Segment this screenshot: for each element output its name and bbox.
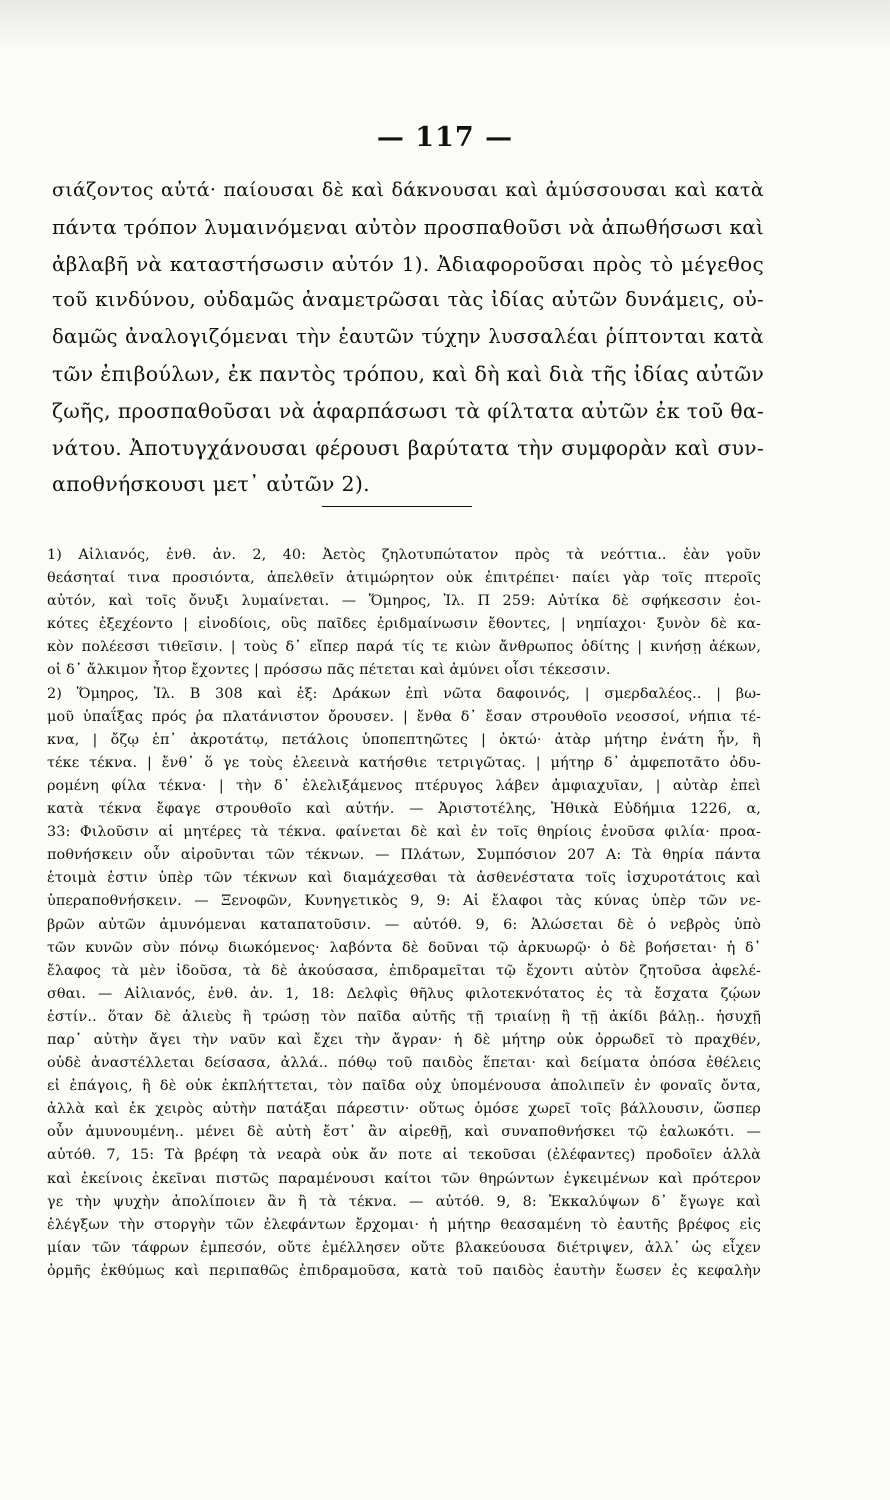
footnote-line: τῶν κυνῶν σὺν πόνῳ διωκόμενος· λαβόντα δὲ δοῦναι τῷ ἀρκυωρῷ· ὁ δὲ βοήσεται· ἡ δ᾽	[47, 939, 761, 956]
main-text	[52, 172, 764, 503]
footnote-line: σθαι. — Αἰλιανός, ἐνθ. ἀν. 1, 18: Δελφὶς θῆλυς φιλοτεκνότατος ἐς τὰ ἔσχατα ζῴων	[47, 985, 761, 1002]
footnote-line: ἐστίν.. ὅταν δὲ ἁλιεὺς ἢ τρώσῃ τὸν παῖδα αὐτῆς τῇ τριαίνῃ ἢ τῇ ἀκίδι βάλῃ.. ἡσυχῇ	[47, 1008, 761, 1025]
footnote-line: καὶ ἐκείνοις ἐκεῖναι πιστῶς παραμένουσι καίτοι τῶν θηρώντων ἐγκειμένων καὶ πρότερον	[47, 1170, 761, 1187]
main-text-line: τῶν ἐπιβούλων, ἐκ παντὸς τρόπου, καὶ δὴ καὶ διὰ τῆς ἰδίας αὐτῶν	[52, 361, 765, 386]
footnote-line: 33: Φιλοῦσιν αἱ μητέρες τὰ τέκνα. φαίνεται δὲ καὶ ἐν τοῖς θηρίοις ἐνοῦσα φιλία· προα-	[47, 824, 761, 841]
footnote-line: ποθνήσκειν οὖν αἱροῦνται τῶν τέκνων. — Πλάτων, Συμπόσιον 207 Α: Τὰ θηρία πάντα	[47, 847, 761, 864]
footnote-line: ἐλέγξων τὴν στοργὴν τῶν ἐλεφάντων ἔρχομαι· ἡ μήτηρ θεασαμένη τὸ ἑαυτῆς βρέφος εἰς	[47, 1216, 761, 1233]
footnote-line: θεάσηταί τινα προσιόντα, ἀπελθεῖν ἀτιμώρητον οὐκ ἐπιτρέπει· παίει γὰρ τοῖς πτεροῖς	[47, 570, 761, 587]
main-text-line: ἀβλαβῆ νὰ καταστήσωσιν αὐτόν 1). Ἀδιαφοροῦσαι πρὸς τὸ μέγεθος	[52, 251, 764, 276]
footnotes	[47, 544, 761, 1283]
footnote-line: βρῶν αὐτῶν ἀμυνόμεναι καταπατοῦσιν. — αὐτόθ. 9, 6: Ἁλώσεται δὲ ὁ νεβρὸς ὑπὸ	[47, 916, 761, 933]
main-text-line: νάτου. Ἀποτυγχάνουσαι φέρουσι βαρύτατα τὴν συμφορὰν καὶ συν-	[52, 435, 764, 460]
footnote-line: παρ᾽ αὐτὴν ἄγει τὴν ναῦν καὶ ἔχει τὴν ἄγραν· ἡ δὲ μήτηρ οὐκ ὀρρωδεῖ τὸ πραχθέν,	[47, 1031, 761, 1048]
footnote-line: οὐδὲ ἀναστέλλεται δείσασα, ἀλλά.. πόθῳ τοῦ παιδὸς ἕπεται· καὶ δείματα ὁπόσα ἐθέλεις	[47, 1055, 761, 1072]
footnote-line: κότες ἐξεχέοντο | εἰνοδίοις, οὓς παῖδες ἐριδμαίνωσιν ἔθοντες, | νηπίαχοι· ξυνὸν δὲ κα-	[47, 616, 761, 633]
main-text-line: δαμῶς ἀναλογιζόμεναι τὴν ἑαυτῶν τύχην λυσσαλέαι ῥίπτονται κατὰ	[52, 325, 764, 349]
footnote-line: εἰ ἐπάγοις, ἣ δὲ οὐκ ἐκπλήττεται, τὸν παῖδα οὐχ ὑπομένουσα ἀπολιπεῖν ἐν φοναῖς ὄντα,	[47, 1078, 761, 1095]
footnote-line: γε τὴν ψυχὴν ἀπολίποιεν ἂν ἢ τὰ τέκνα. — αὐτόθ. 9, 8: Ἐκκαλύψων δ᾽ ἔγωγε καὶ	[47, 1193, 761, 1210]
footnote-line: κατὰ τέκνα ἔφαγε στρουθοῖο καὶ αὐτήν. — Ἀριστοτέλης, Ἠθικὰ Εὐδήμια 1226, α,	[47, 801, 761, 818]
footnote-line: 2) Ὅμηρος, Ἰλ. Β 308 καὶ ἑξ: Δράκων ἐπὶ νῶτα δαφοινός, | σμερδαλέος.. | βω-	[47, 685, 761, 702]
scan-edge	[0, 0, 890, 50]
footnote-line: αὐτόν, καὶ τοῖς ὄνυξι λυμαίνεται. — Ὅμηρος, Ἰλ. Π 259: Αὐτίκα δὲ σφήκεσσιν ἐοι-	[47, 593, 761, 610]
footnote-line: αὐτόθ. 7, 15: Τὰ βρέφη τὰ νεαρὰ οὐκ ἄν ποτε αἱ τεκοῦσαι (ἐλέφαντες) προδοῖεν ἀλλὰ	[47, 1147, 761, 1164]
page-number: — 117 —	[376, 122, 514, 153]
footnote-line: οὖν ἀμυνουμένη.. μένει δὲ αὐτὴ ἔστ᾽ ἂν αἱρεθῇ, καὶ συναποθνήσκει τῷ ἑαλωκότι. —	[47, 1124, 761, 1141]
main-text-line: σιάζοντος αὐτά· παίουσαι δὲ καὶ δάκνουσαι καὶ ἀμύσσουσαι καὶ κατὰ	[52, 179, 764, 201]
footnote-line: μίαν τῶν τάφρων ἐμπεσόν, οὔτε ἐμέλλησεν οὔτε βλακεύουσα διέτριψεν, ἀλλ᾽ ὡς εἶχεν	[47, 1239, 761, 1256]
footnote-line: κνα, | ὄζῳ ἐπ᾽ ἀκροτάτῳ, πετάλοις ὑποπεπτηῶτες | ὀκτώ· ἀτὰρ μήτηρ ἐνάτη ἦν, ἣ	[47, 731, 761, 748]
main-text-line: αποθνήσκουσι μετ᾽ αὐτῶν 2).	[52, 472, 370, 497]
footnote-line: ἀλλὰ καὶ ἐκ χειρὸς αὐτὴν πατάξαι πάρεστιν· οὕτως ὁμόσε χωρεῖ τοῖς βάλλουσιν, ὥσπερ	[47, 1101, 761, 1118]
main-text-line: τοῦ κινδύνου, οὐδαμῶς ἀναμετρῶσαι τὰς ἰδίας αὐτῶν δυνάμεις, οὐ-	[52, 288, 764, 312]
footnote-line: τέκε τέκνα. | ἔνθ᾽ ὅ γε τοὺς ἐλεεινὰ κατήσθιε τετριγῶτας. | μήτηρ δ᾽ ἀμφεποτᾶτο ὀδυ-	[47, 754, 761, 771]
main-text-line: πάντα τρόπον λυμαινόμεναι αὐτὸν προσπαθοῦσι νὰ ἀπωθήσωσι καὶ	[52, 214, 765, 239]
footnote-line: ρομένη φίλα τέκνα· | τὴν δ᾽ ἐλελιξάμενος πτέρυγος λάβεν ἀμφιαχυῖαν, | αὐτὰρ ἐπεὶ	[47, 777, 761, 794]
footnote-line: ἑτοιμὰ ἐστιν ὑπὲρ τῶν τέκνων καὶ διαμάχεσθαι τὰ ἀσθενέστατα τοῖς ἰσχυροτάτοις καὶ	[47, 870, 761, 887]
footnote-line: ὑπεραποθνήσκειν. — Ξενοφῶν, Κυνηγετικὸς 9, 9: Αἱ ἔλαφοι τὰς κύνας ὑπὲρ τῶν νε-	[47, 893, 761, 910]
footnote-line: ἔλαφος τὰ μὲν ἰδοῦσα, τὰ δὲ ἀκούσασα, ἐπιδραμεῖται τῷ ἔχοντι αὐτὸν ζητοῦσα ἀφελέ-	[47, 962, 761, 979]
footnote-line: κὸν πολέεσσι τιθεῖσιν. | τοὺς δ᾽ εἴπερ παρά τίς τε κιὼν ἄνθρωπος ὁδίτης | κινήσῃ ἀέκων,	[47, 639, 761, 656]
footnote-line: μοῦ ὑπαΐξας πρός ῥα πλατάνιστον ὄρουσεν. | ἔνθα δ᾽ ἔσαν στρουθοῖο νεοσσοί, νήπια τέ-	[47, 708, 761, 725]
footnote-separator	[322, 506, 472, 507]
footnote-line: ὁρμῆς ἐκθύμως καὶ περιπαθῶς ἐπιδραμοῦσα, κατὰ τοῦ παιδὸς ἑαυτὴν ἔωσεν ἐς κεφαλὴν	[47, 1262, 761, 1279]
footnote-line: 1) Αἰλιανός, ἐνθ. ἀν. 2, 40: Ἀετὸς ζηλοτυπώτατον πρὸς τὰ νεόττια.. ἐὰν γοῦν	[47, 547, 761, 563]
main-text-line: ζωῆς, προσπαθοῦσαι νὰ ἁφαρπάσωσι τὰ φίλτατα αὐτῶν ἐκ τοῦ θα-	[52, 398, 764, 423]
footnote-line: οἱ δ᾽ ἄλκιμον ἦτορ ἔχοντες | πρόσσω πᾶς πέτεται καὶ ἀμύνει οἷσι τέκεσσιν.	[47, 662, 611, 679]
